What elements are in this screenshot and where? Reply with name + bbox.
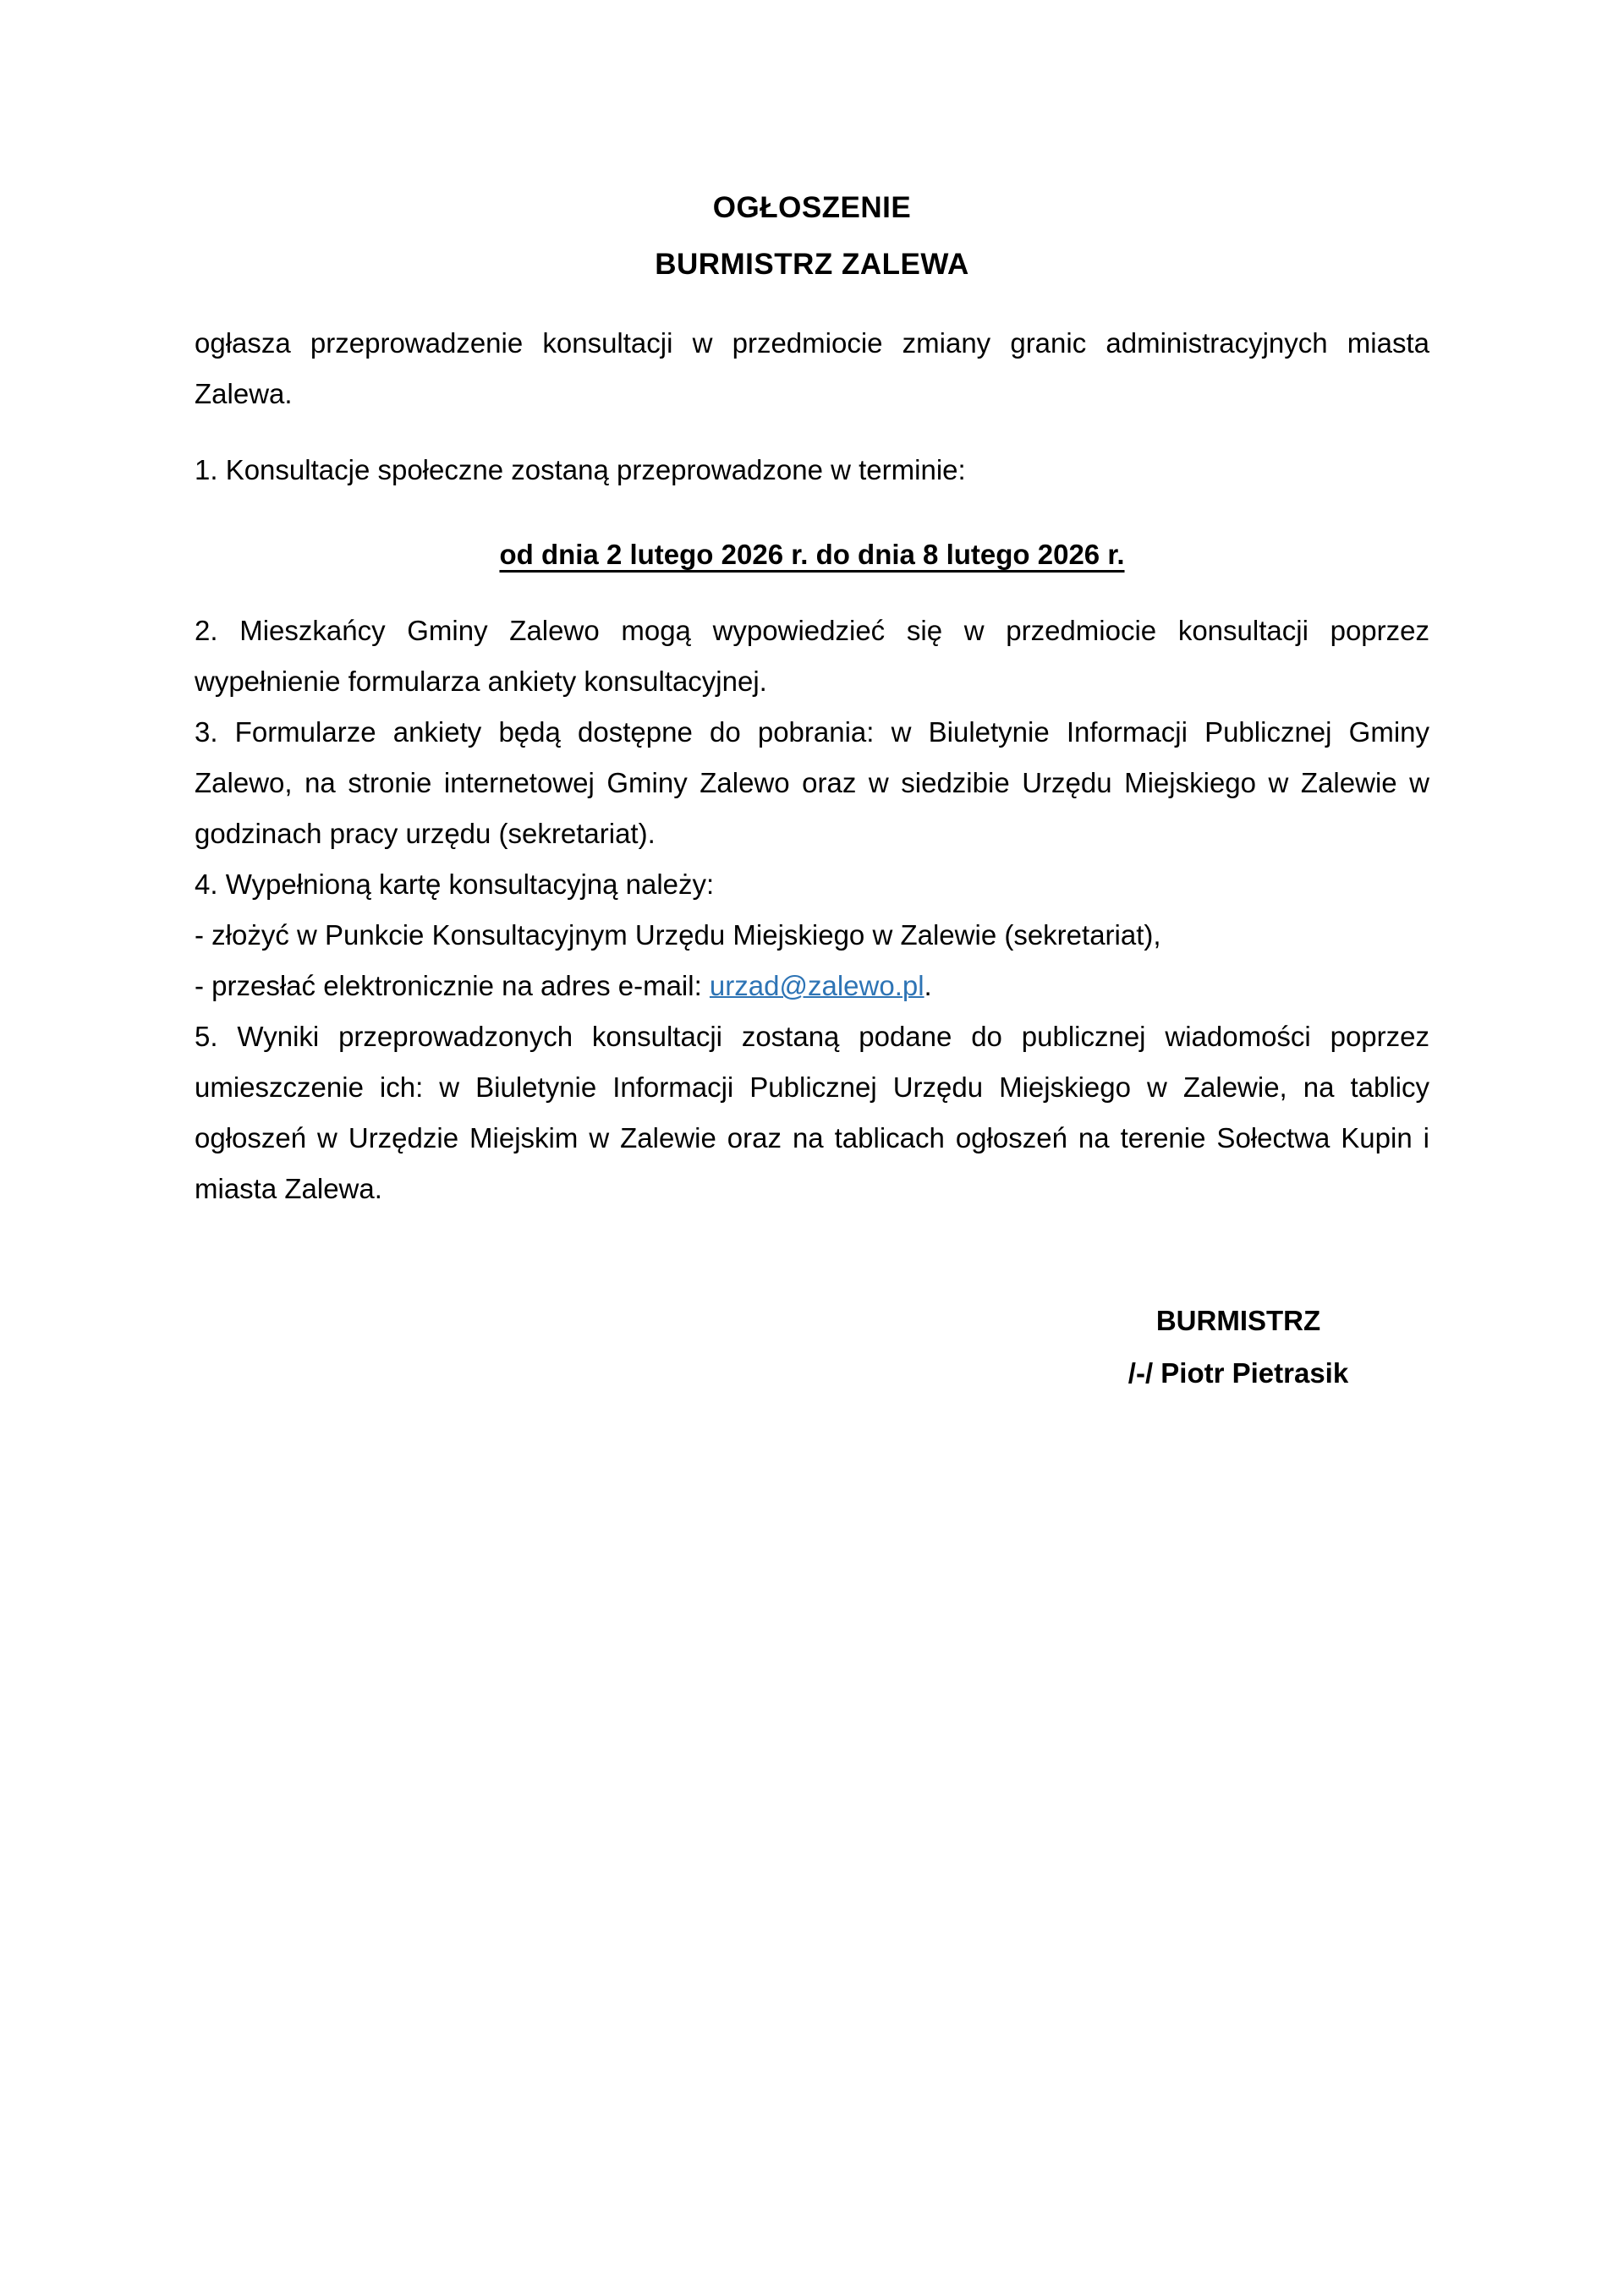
bullet-b-text: - przesłać elektronicznie na adres e-mail: [195,970,710,1001]
list-item-3: 3. Formularze ankiety będą dostępne do pobrania: w Biuletynie Informacji Publicznej Gminy Zalewo, na stronie internetowej Gminy Zalewo oraz w siedzibie Urzędu Miejskiego w Zalewie w godzinach pracy urzędu (sekretariat). [195,716,1429,849]
list-items-block [195,606,1429,1214]
signature-role: BURMISTRZ [1155,1305,1321,1336]
list-item-4-bullet-a: - złożyć w Punkcie Konsultacyjnym Urzędu Miejskiego w Zalewie (sekretariat), [195,919,1161,951]
consultation-date-range: od dnia 2 lutego 2026 r. do dnia 8 lutego 2026 r. [499,539,1125,570]
signature-name: /-/ Piotr Pietrasik [1127,1357,1349,1389]
email-link[interactable]: urzad@zalewo.pl [709,970,924,1001]
signature-block [1044,1295,1433,1400]
document-subtitle: BURMISTRZ ZALEWA [655,248,969,281]
list-item-1: 1. Konsultacje społeczne zostaną przeprowadzone w terminie: [195,454,966,485]
list-item-4: 4. Wypełnioną kartę konsultacyjną należy: [195,869,715,900]
document-title: OGŁOSZENIE [712,191,912,224]
list-item-2: 2. Mieszkańcy Gminy Zalewo mogą wypowiedzieć się w przedmiocie konsultacji poprzez wypełnienie formularza ankiety konsultacyjnej. [195,615,1429,697]
intro-paragraph: ogłasza przeprowadzenie konsultacji w przedmiocie zmiany granic administracyjnych miasta Zalewa. [195,327,1429,409]
bullet-b-period: . [924,970,932,1001]
list-item-4-bullet-b [195,961,1429,1011]
list-item-5: 5. Wyniki przeprowadzonych konsultacji zostaną podane do publicznej wiadomości poprzez umieszczenie ich: w Biuletynie Informacji Publicznej Urzędu Miejskiego w Zalewie, na tablicy ogłoszeń w Urzędzie Miejskim w Zalewie oraz na tablicach ogłoszeń na terenie Sołectwa Kupin i miasta Zalewa. [195,1021,1429,1204]
